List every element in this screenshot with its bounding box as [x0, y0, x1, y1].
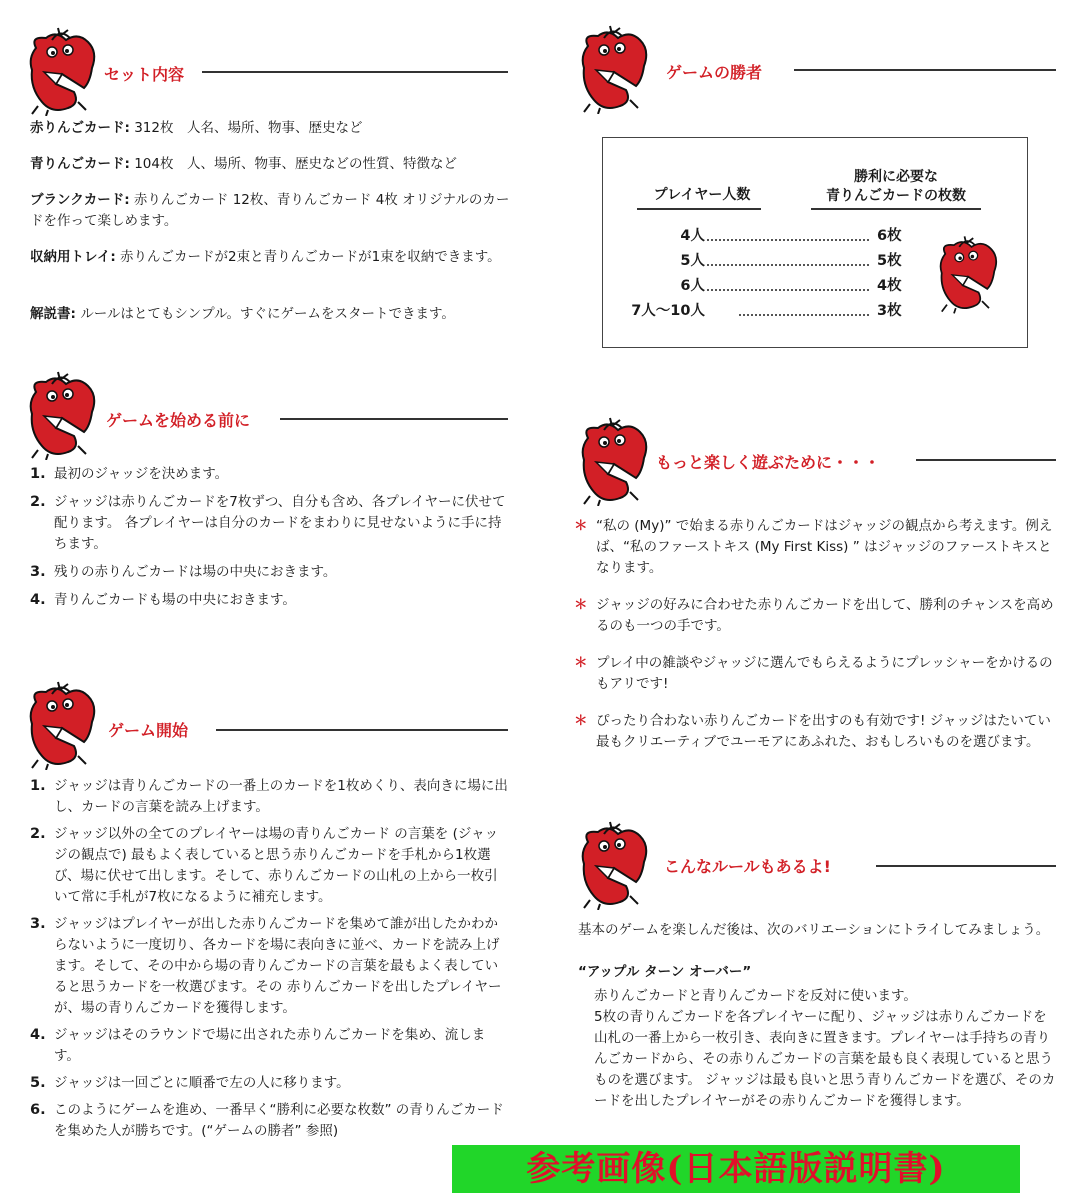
divider — [876, 865, 1056, 867]
divider — [916, 459, 1056, 461]
leader-dots — [707, 264, 869, 266]
divider — [216, 729, 508, 731]
divider — [202, 71, 508, 73]
divider — [811, 208, 981, 210]
leader-dots — [707, 239, 869, 241]
contents-label: 青りんごカード: — [30, 156, 130, 172]
contents-item: ブランクカード: 赤りんごカード 12枚、青りんごカード 4枚 オリジナルのカードを作って楽しめます。 — [30, 192, 510, 229]
start-list — [30, 776, 510, 1142]
contents-item: 青りんごカード: 104枚 人、場所、物事、歴史などの性質、特徴など — [30, 156, 457, 172]
list-item: 4. 青りんごカードも場の中央におきます。 — [30, 592, 296, 608]
reference-banner: 参考画像(日本語版説明書) — [452, 1145, 1020, 1193]
contents-label: 収納用トレイ: — [30, 249, 116, 265]
list-item: 1. 最初のジャッジを決めます。 — [30, 466, 229, 482]
winner-table — [602, 137, 1028, 348]
leader-dots — [739, 314, 869, 316]
column-header-players: プレイヤー人数 — [653, 187, 751, 203]
apple-mascot-icon — [574, 416, 654, 506]
section-title-start: ゲーム開始 — [108, 721, 189, 740]
list-item: ＊ ぴったり合わない赤りんごカードを出すのも有効です! ジャッジはたいてい最もクリエーティブでユーモアにあふれた、おもしろいものを選びます。 — [574, 713, 1051, 750]
section-title-fun: もっと楽しく遊ぶために・・・ — [656, 453, 881, 472]
variant-title: “アップル ターン オーバー” — [578, 964, 752, 980]
contents-label: ブランクカード: — [30, 192, 130, 208]
leader-dots — [707, 289, 869, 291]
contents-item: 収納用トレイ: 赤りんごカードが2束と青りんごカードが1束を収納できます。 — [30, 249, 501, 265]
apple-mascot-icon — [933, 234, 1003, 314]
apple-mascot-icon — [574, 820, 654, 910]
divider — [280, 418, 508, 420]
list-item: 3. 残りの赤りんごカードは場の中央におきます。 — [30, 564, 337, 580]
list-item: ＊ プレイ中の雑談やジャッジに選んでもらえるようにプレッシャーをかけるのもアリです! — [574, 655, 1053, 692]
table-cell-cards: 3枚 — [877, 303, 902, 319]
table-cell-players: 7人～10人 — [631, 303, 705, 319]
before-list — [30, 464, 510, 611]
list-item: 4. ジャッジはそのラウンドで場に出された赤りんごカードを集め、流します。 — [30, 1027, 486, 1064]
asterisk-icon: ＊ — [574, 713, 588, 729]
list-item: ＊ “私の (My)” で始まる赤りんごカードはジャッジの観点から考えます。例えば、“私のファーストキス (My First Kiss) ” はジャッジのファーストキスとなります。 — [574, 518, 1053, 576]
table-cell-players: 5人 — [680, 253, 705, 269]
apple-mascot-icon — [22, 680, 102, 770]
table-cell-cards: 5枚 — [877, 253, 902, 269]
contents-label: 解説書: — [30, 306, 76, 322]
table-cell-players: 6人 — [680, 278, 705, 294]
column-header-cards: 勝利に必要な 青りんごカードの枚数 — [826, 169, 966, 204]
list-item: 3. ジャッジはプレイヤーが出した赤りんごカードを集めて誰が出したかわからないように一度切り、各カードを場に表向きに並べ、カードを読み上げます。そして、その中から場の青りんごカードの言葉を最もよく表していると思うカードを一枚選びます。その 赤りんごカードを出したプレイヤーが、場の青りんごカードを獲得します。 — [30, 916, 502, 1016]
list-item: 2. ジャッジ以外の全てのプレイヤーは場の青りんごカード の言葉を (ジャッジの観点で) 最もよく表していると思う赤りんごカードを手札から1枚選び、場に伏せて出します。そして、赤りんごカードの山札の上から一枚引いて常に手札が7枚になるように補充します。 — [30, 826, 499, 905]
contents-label: 赤りんごカード: — [30, 120, 130, 136]
list-item: ＊ ジャッジの好みに合わせた赤りんごカードを出して、勝利のチャンスを高めるのも一つの手です。 — [574, 597, 1054, 634]
table-cell-cards: 4枚 — [877, 278, 902, 294]
list-item: 2. ジャッジは赤りんごカードを7枚ずつ、自分も含め、各プレイヤーに伏せて配ります。 各プレイヤーは自分のカードをまわりに見せないように手に持ちます。 — [30, 494, 506, 552]
apple-mascot-icon — [22, 26, 102, 116]
rules-intro: 基本のゲームを楽しんだ後は、次のバリエーションにトライしてみましょう。 — [578, 922, 1050, 938]
variant-text: 赤りんごカードと青りんごカードを反対に使います。 5枚の青りんごカードを各プレイヤーに配り、ジャッジは赤りんごカードを山札の一番上から一枚引き、表向きに置きます。プレイヤーは手持ちの青りんごカードから、その赤りんごカードの言葉を最も良く表現していると思うものを選びます。 ジャッジは最も良いと思う青りんごカードを選び、そのカードを出したプレイヤーがその赤りんごカードを獲得します。 — [594, 988, 1056, 1109]
apple-mascot-icon — [22, 370, 102, 460]
divider — [794, 69, 1056, 71]
contents-item: 赤りんごカード: 312枚 人名、場所、物事、歴史など — [30, 120, 363, 136]
section-title-winner: ゲームの勝者 — [666, 63, 763, 82]
list-item: 5. ジャッジは一回ごとに順番で左の人に移ります。 — [30, 1075, 350, 1091]
apple-mascot-icon — [574, 24, 654, 114]
section-title-before: ゲームを始める前に — [106, 411, 251, 430]
asterisk-icon: ＊ — [574, 518, 588, 534]
section-title-contents: セット内容 — [104, 65, 185, 84]
asterisk-icon: ＊ — [574, 655, 588, 671]
table-cell-cards: 6枚 — [877, 228, 902, 244]
list-item: 6. このようにゲームを進め、一番早く“勝利に必要な枚数” の青りんごカードを集めた人が勝ちです。(“ゲームの勝者” 参照) — [30, 1102, 504, 1139]
section-title-rules: こんなルールもあるよ! — [664, 857, 831, 876]
asterisk-icon: ＊ — [574, 597, 588, 613]
divider — [637, 208, 761, 210]
list-item: 1. ジャッジは青りんごカードの一番上のカードを1枚めくり、表向きに場に出し、カードの言葉を読み上げます。 — [30, 778, 508, 815]
table-cell-players: 4人 — [680, 228, 705, 244]
fun-list — [574, 516, 1062, 753]
contents-item: 解説書: ルールはとてもシンプル。すぐにゲームをスタートできます。 — [30, 306, 455, 322]
